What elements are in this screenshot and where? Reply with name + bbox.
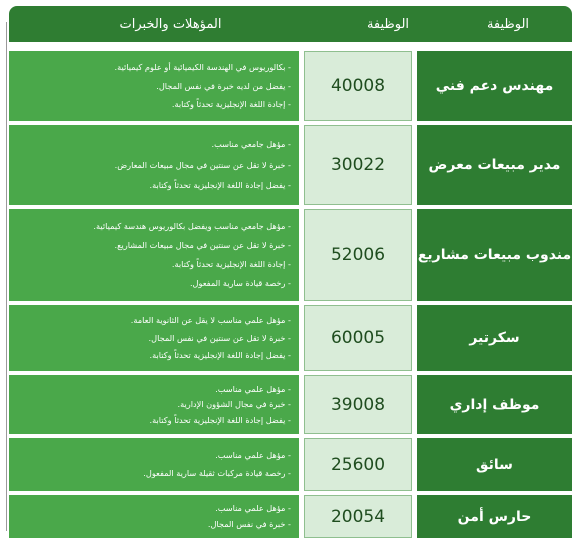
table-row	[9, 303, 572, 373]
qualifications-cell	[9, 125, 299, 205]
header-job-title: الوظيفة	[486, 16, 530, 32]
qualification-line: - يفضل من لديه خبرة في نفس المجال.	[156, 80, 291, 91]
job-title-cell: سائق	[417, 438, 572, 491]
qualification-line: - مؤهل جامعي مناسب.	[211, 138, 291, 149]
qualification-line: - يفضل إجادة اللغة الإنجليزية تحدثاً وكتابة.	[149, 349, 291, 360]
qualifications-cell	[9, 51, 299, 121]
qualifications-cell	[9, 438, 299, 491]
job-code-cell: 52006	[304, 209, 412, 301]
job-code-cell: 39008	[304, 375, 412, 434]
job-code-cell: 40008	[304, 51, 412, 121]
qualifications-cell	[9, 495, 299, 538]
table-row	[9, 373, 572, 436]
header-qualifications: المؤهلات والخبرات	[119, 16, 222, 32]
job-code-cell: 30022	[304, 125, 412, 205]
job-title-cell: مهندس دعم فني	[417, 51, 572, 121]
qualification-line: - بكالوريوس في الهندسة الكيميائية أو علوم كيميائية.	[114, 62, 291, 73]
qualification-line: - مؤهل علمي مناسب.	[215, 503, 291, 514]
table-row	[9, 123, 572, 207]
job-title-cell: حارس أمن	[417, 495, 572, 538]
qualification-line: - رخصة قيادة سارية المفعول.	[189, 278, 291, 288]
table-row	[9, 207, 572, 303]
qualification-line: - خبرة في مجال الشؤون الإدارية.	[177, 399, 291, 409]
qualification-line: - رخصة قيادة مركبات ثقيلة سارية المفعول.	[143, 468, 291, 479]
header-job-code: الوظيفة	[366, 16, 410, 32]
table-row	[9, 436, 572, 493]
qualification-line: - خبرة لا تقل عن سنتين في مجال مبيعات المعارض.	[114, 159, 291, 170]
qualification-line: - مؤهل علمي مناسب.	[215, 383, 291, 394]
qualification-line: - مؤهل علمي مناسب لا يقل عن الثانوية العامة.	[130, 315, 291, 326]
table-body	[9, 49, 572, 540]
qualification-line: - يفضل إجادة اللغة الإنجليزية تحدثاً وكتابة.	[149, 180, 291, 191]
qualification-line: - مؤهل علمي مناسب.	[215, 449, 291, 460]
qualifications-cell	[9, 305, 299, 371]
qualifications-cell	[9, 209, 299, 301]
job-title-cell: سكرتير	[417, 305, 572, 371]
qualification-line: - إجادة اللغة الإنجليزية تحدثاً وكتابة.	[171, 98, 291, 109]
job-title-cell: موظف إداري	[417, 375, 572, 434]
table-row	[9, 49, 572, 123]
qualification-line: - خبرة في نفس المجال.	[207, 518, 291, 529]
page-edge-line	[6, 22, 7, 531]
job-code-cell: 25600	[304, 438, 412, 491]
qualification-line: - مؤهل جامعي مناسب ويفضل بكالوريوس هندسة كيميائية.	[93, 221, 291, 231]
job-code-cell: 60005	[304, 305, 412, 371]
job-code-cell: 20054	[304, 495, 412, 538]
qualification-line: - يفضل إجادة اللغة الإنجليزية تحدثاً وكتابة.	[149, 414, 291, 425]
jobs-table	[9, 6, 572, 531]
job-title-cell: مندوب مبيعات مشاريع	[417, 209, 572, 301]
qualification-line: - إجادة اللغة الإنجليزية تحدثاً وكتابة.	[171, 259, 291, 269]
table-header	[9, 6, 572, 42]
qualifications-cell	[9, 375, 299, 434]
qualification-line: - خبرة لا تقل عن سنتين في مجال مبيعات المشاريع.	[114, 240, 291, 250]
qualification-line: - خبرة لا تقل عن سنتين في نفس المجال.	[148, 332, 291, 343]
job-title-cell: مدير مبيعات معرض	[417, 125, 572, 205]
